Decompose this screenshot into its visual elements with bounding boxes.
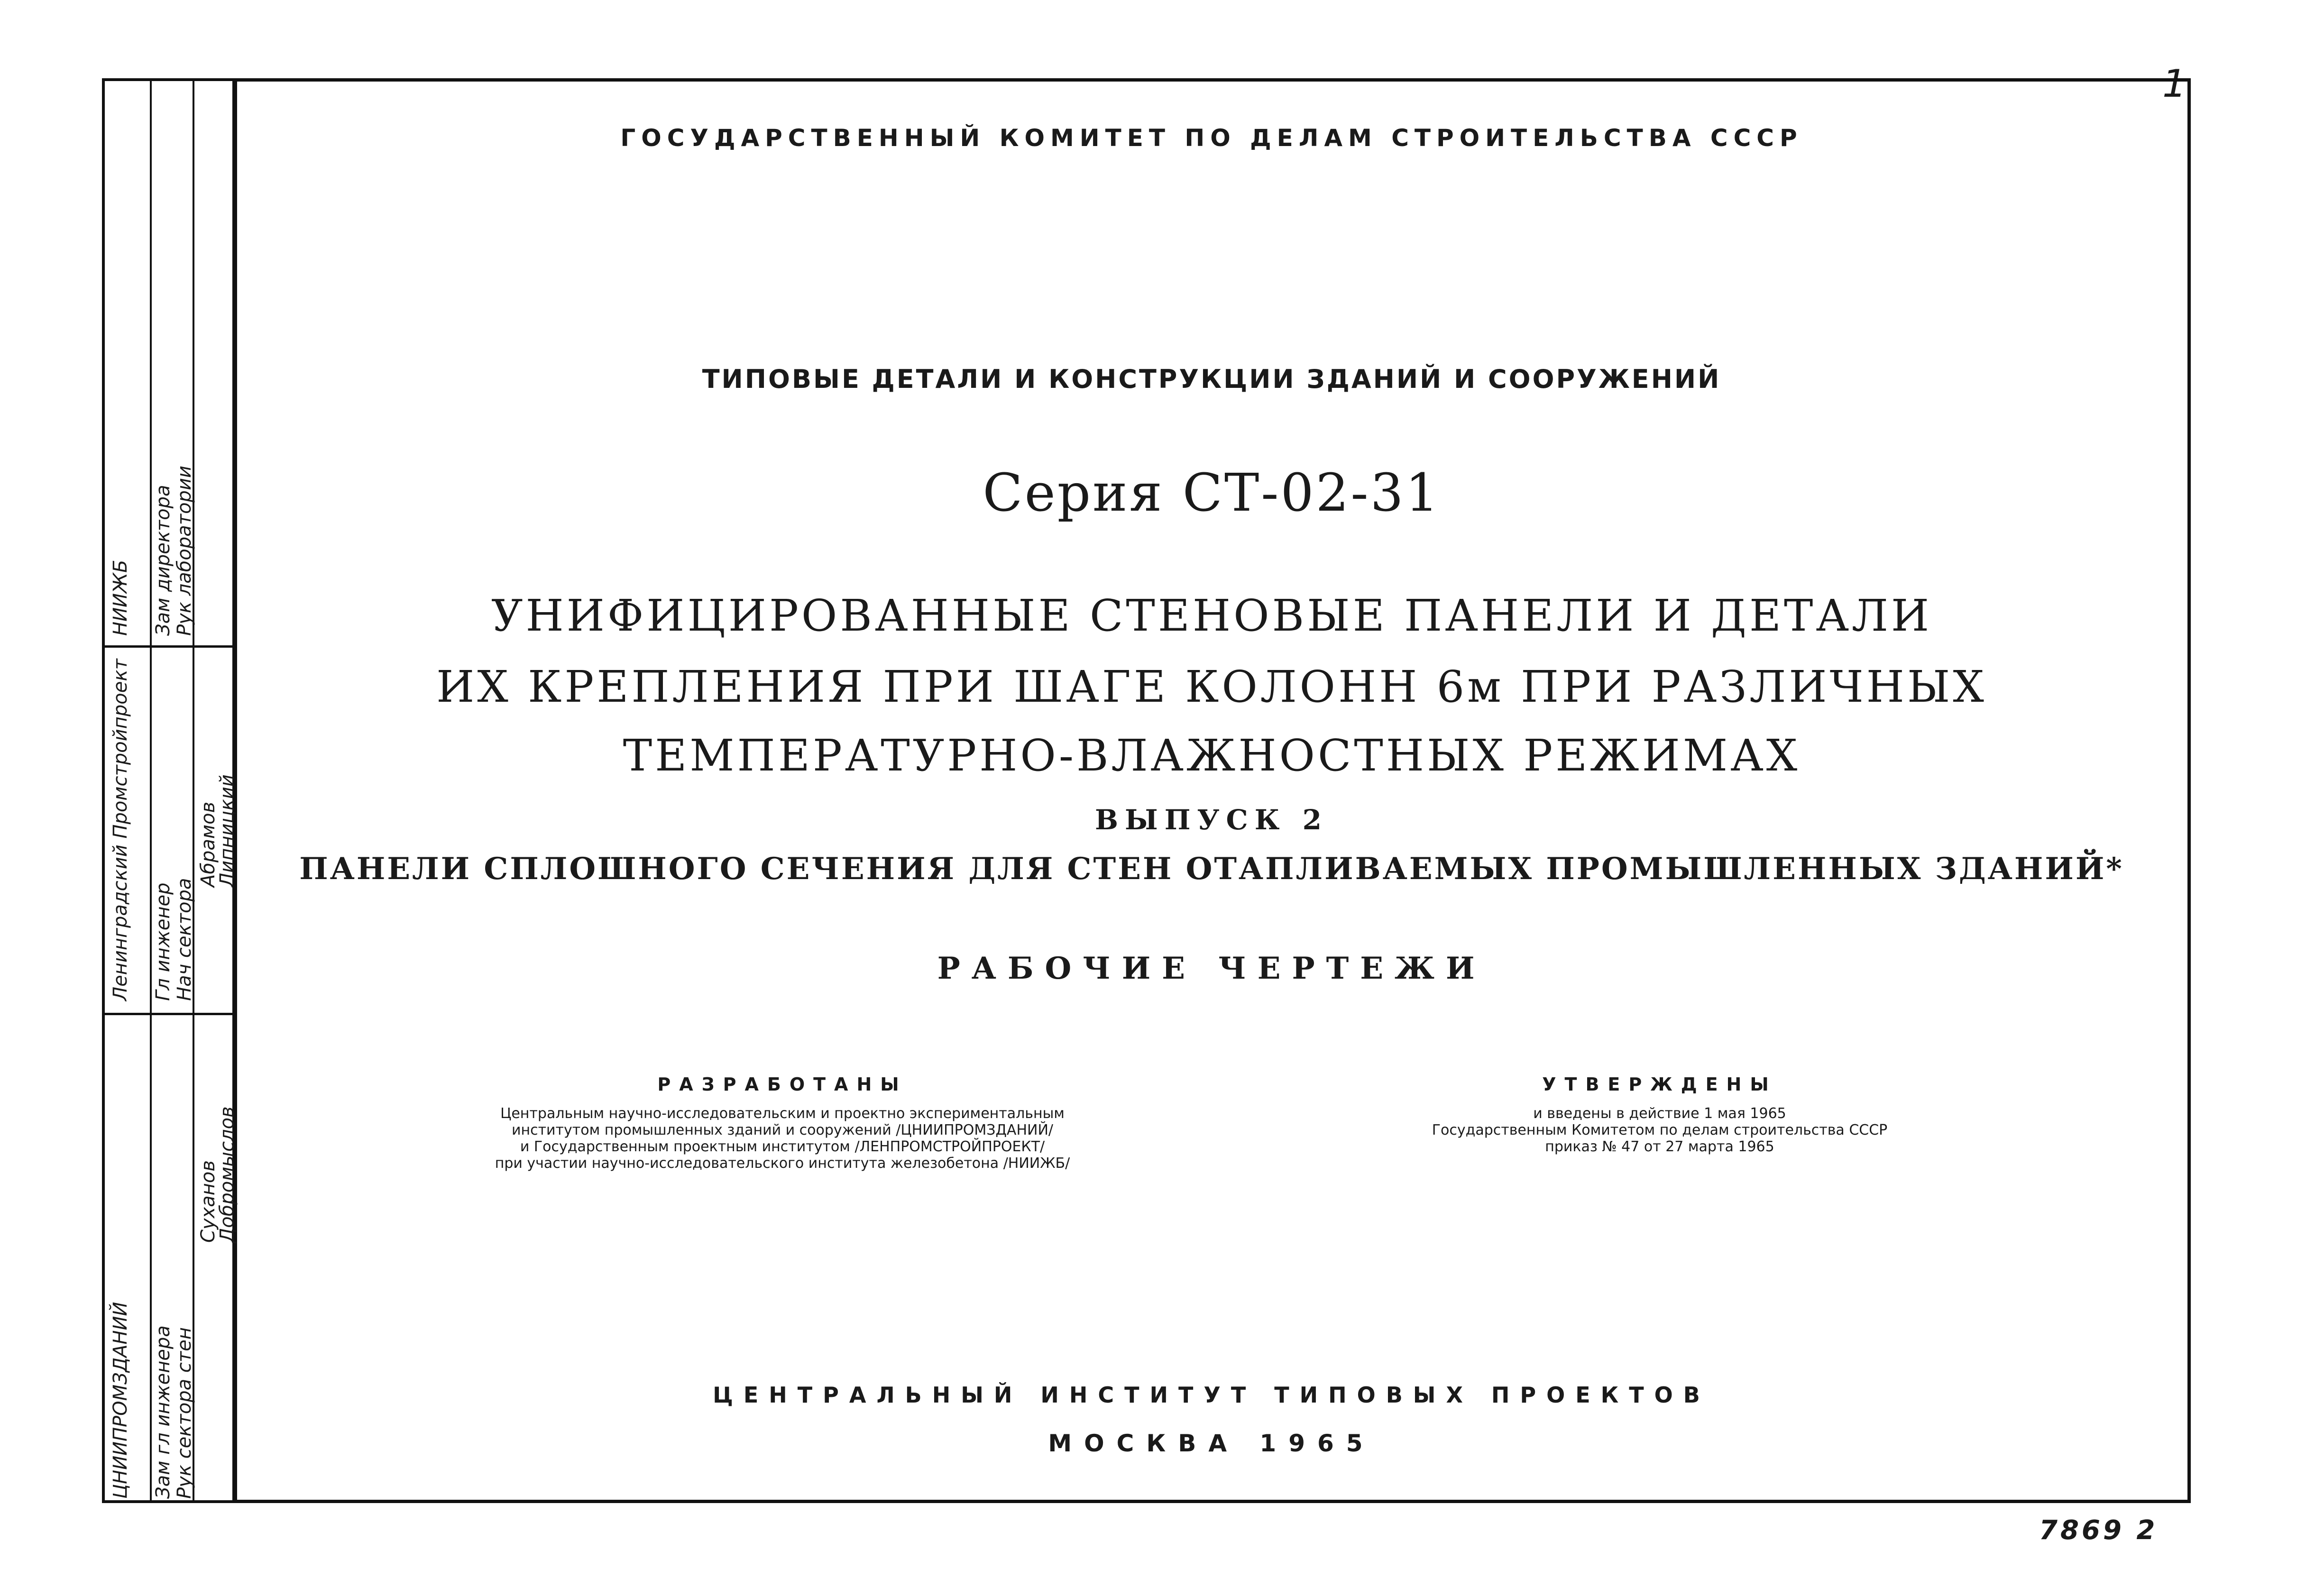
- document-type: РАБОЧИЕ ЧЕРТЕЖИ: [937, 951, 1486, 986]
- issue-label: ВЫПУСК 2: [1094, 804, 1329, 836]
- developed-line: и Государственным проектным институтом /ЛЕНПРОМСТРОЙПРОЕКТ/: [520, 1138, 1045, 1155]
- stamp-role: Гл инженер: [152, 882, 174, 1001]
- approved-line: приказ № 47 от 27 марта 1965: [1545, 1138, 1774, 1155]
- city-year: МОСКВА 1965: [1048, 1430, 1375, 1457]
- stamp-divider: [105, 1013, 234, 1015]
- series-number: Серия СТ-02-31: [983, 462, 1441, 523]
- stamp-name: Добромыслов: [216, 1106, 238, 1243]
- stamp-name: Суханов: [197, 1160, 219, 1243]
- stamp-role: Зам директора: [152, 485, 174, 636]
- stamp-name: Липницкий: [216, 774, 238, 887]
- stamp-divider: [193, 81, 194, 1501]
- approved-title: УТВЕРЖДЕНЫ: [1542, 1074, 1777, 1095]
- stamp-org-cniipromzdaniy: ЦНИИПРОМЗДАНИЙ: [110, 1302, 131, 1499]
- stamp-org-niizhb: НИИЖБ: [110, 560, 131, 636]
- title-line-2: ИХ КРЕПЛЕНИЯ ПРИ ШАГЕ КОЛОНН 6м ПРИ РАЗЛИЧНЫХ: [436, 661, 1987, 712]
- approved-line: и введены в действие 1 мая 1965: [1533, 1105, 1786, 1122]
- stamp-divider: [105, 645, 234, 648]
- stamp-role: Нач сектора: [174, 878, 195, 1001]
- stamp-role: Рук лаборатории: [174, 466, 195, 636]
- issue-subtitle: ПАНЕЛИ СПЛОШНОГО СЕЧЕНИЯ ДЛЯ СТЕН ОТАПЛИВАЕМЫХ ПРОМЫШЛЕННЫХ ЗДАНИЙ*: [299, 851, 2124, 887]
- stamp-role: Рук сектора стен: [174, 1327, 195, 1499]
- stamp-org-lenpromstroiproekt: Ленинградский Промстройпроект: [110, 659, 131, 1001]
- approved-block: [1351, 1074, 1968, 1155]
- title-line-1: УНИФИЦИРОВАННЫЕ СТЕНОВЫЕ ПАНЕЛИ И ДЕТАЛИ: [491, 590, 1932, 641]
- developed-line: при участии научно-исследовательского института железобетона /НИИЖБ/: [495, 1155, 1070, 1172]
- series-heading: ТИПОВЫЕ ДЕТАЛИ И КОНСТРУКЦИИ ЗДАНИЙ И СООРУЖЕНИЙ: [702, 364, 1721, 394]
- developed-line: институтом промышленных зданий и сооружений /ЦНИИПРОМЗДАНИЙ/: [511, 1122, 1054, 1138]
- stamp-divider: [150, 81, 152, 1501]
- document-number: 7869 2: [2039, 1515, 2158, 1546]
- approved-line: Государственным Комитетом по делам строительства СССР: [1432, 1122, 1888, 1138]
- title-line-3: ТЕМПЕРАТУРНО-ВЛАЖНОСТНЫХ РЕЖИМАХ: [623, 730, 1801, 781]
- developed-title: РАЗРАБОТАНЫ: [657, 1074, 908, 1095]
- main-frame: [232, 78, 2191, 1503]
- publisher: ЦЕНТРАЛЬНЫЙ ИНСТИТУТ ТИПОВЫХ ПРОЕКТОВ: [713, 1382, 1710, 1408]
- stamp-role: Зам гл инженера: [152, 1325, 174, 1499]
- stamp-strip: [102, 78, 237, 1503]
- developed-line: Центральным научно-исследовательским и проектно экспериментальным: [500, 1105, 1065, 1122]
- committee-header: ГОСУДАРСТВЕННЫЙ КОМИТЕТ ПО ДЕЛАМ СТРОИТЕЛЬСТВА СССР: [620, 124, 1803, 152]
- page-number: 1: [2162, 62, 2187, 106]
- stamp-name: Абрамов: [197, 801, 219, 887]
- developed-block: [427, 1074, 1138, 1172]
